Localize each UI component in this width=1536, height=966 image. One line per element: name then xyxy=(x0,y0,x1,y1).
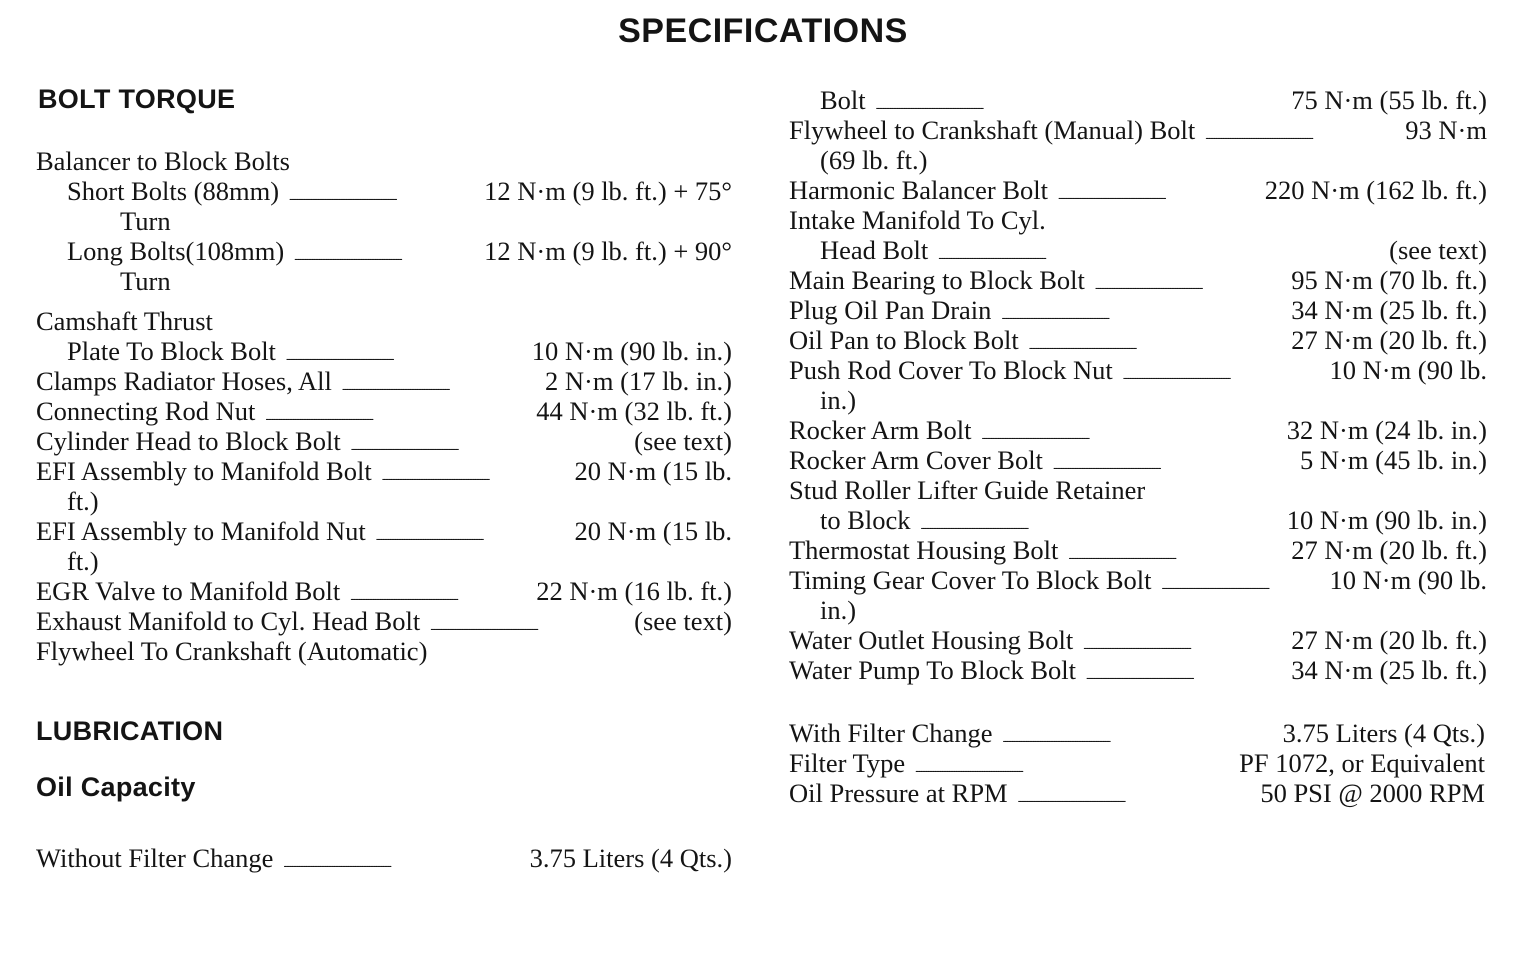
spec-label: Flywheel to Crankshaft (Manual) Bolt xyxy=(789,115,1196,145)
spec-row-without-filter xyxy=(36,843,732,873)
balancer-header: Balancer to Block Bolts xyxy=(36,146,290,176)
stud-header: Stud Roller Lifter Guide Retainer xyxy=(789,475,1146,505)
spec-value: 34 N·m (25 lb. ft.) xyxy=(1291,655,1487,685)
spec-label: Oil Pressure at RPM xyxy=(789,778,1008,808)
spec-label: EGR Valve to Manifold Bolt xyxy=(36,576,341,606)
spec-row-water-outlet xyxy=(789,625,1487,655)
spec-row-filter-type xyxy=(789,748,1485,778)
spec-value: 10 N·m (90 lb. xyxy=(1329,355,1487,385)
spec-value: 50 PSI @ 2000 RPM xyxy=(1260,778,1485,808)
spec-row-short-bolts xyxy=(36,176,732,206)
spec-label: Push Rod Cover To Block Nut xyxy=(789,355,1113,385)
spec-row-thermostat xyxy=(789,535,1487,565)
spec-row-long-bolts xyxy=(36,236,732,266)
spec-value: 3.75 Liters (4 Qts.) xyxy=(529,843,732,873)
spec-label: to Block xyxy=(820,505,911,535)
spec-value: 95 N·m (70 lb. ft.) xyxy=(1291,265,1487,295)
spec-value: 27 N·m (20 lb. ft.) xyxy=(1291,625,1487,655)
spec-continuation: ft.) xyxy=(67,486,99,516)
spec-label: Plate To Block Bolt xyxy=(67,336,276,366)
dot-leader xyxy=(430,606,624,642)
spec-label: Main Bearing to Block Bolt xyxy=(789,265,1085,295)
spec-label: Without Filter Change xyxy=(36,843,274,873)
spec-continuation: Turn xyxy=(120,206,171,236)
spec-row-plug-oil-pan xyxy=(789,295,1487,325)
spec-row-oil-pressure xyxy=(789,778,1485,808)
spec-row-connecting-rod xyxy=(36,396,732,426)
spec-label: Exhaust Manifold to Cyl. Head Bolt xyxy=(36,606,421,636)
spec-value: 44 N·m (32 lb. ft.) xyxy=(536,396,732,426)
spec-value: 22 N·m (16 lb. ft.) xyxy=(536,576,732,606)
spec-row-cylinder-head xyxy=(36,426,732,456)
spec-value: PF 1072, or Equivalent xyxy=(1239,748,1485,778)
spec-value: (see text) xyxy=(634,426,732,456)
dot-leader xyxy=(1018,778,1251,814)
dot-leader xyxy=(1123,355,1320,391)
spec-label: Bolt xyxy=(820,85,866,115)
spec-label: Clamps Radiator Hoses, All xyxy=(36,366,332,396)
dot-leader xyxy=(294,236,474,272)
spec-row-exhaust xyxy=(36,606,732,636)
spec-label: Plug Oil Pan Drain xyxy=(789,295,992,325)
spec-continuation: Turn xyxy=(120,266,171,296)
spec-value: 32 N·m (24 lb. in.) xyxy=(1286,415,1487,445)
spec-value: 2 N·m (17 lb. in.) xyxy=(545,366,732,396)
spec-value: 27 N·m (20 lb. ft.) xyxy=(1291,535,1487,565)
spec-value: 220 N·m (162 lb. ft.) xyxy=(1264,175,1487,205)
spec-label: EFI Assembly to Manifold Bolt xyxy=(36,456,372,486)
spec-row-efi-nut xyxy=(36,516,732,546)
spec-label: Water Outlet Housing Bolt xyxy=(789,625,1074,655)
spec-row-push-rod xyxy=(789,355,1487,385)
spec-row-rocker-cover xyxy=(789,445,1487,475)
bolt-torque-left-column xyxy=(36,146,732,666)
spec-value: (see text) xyxy=(1389,235,1487,265)
camshaft-header: Camshaft Thrust xyxy=(36,306,213,336)
lubrication-right-column xyxy=(789,718,1485,808)
spec-row-main-bearing xyxy=(789,265,1487,295)
spec-label: Head Bolt xyxy=(820,235,929,265)
dot-leader xyxy=(283,843,519,879)
spec-label: Cylinder Head to Block Bolt xyxy=(36,426,341,456)
dot-leader xyxy=(1205,115,1395,151)
spec-value: 93 N·m xyxy=(1405,115,1487,145)
spec-label: Harmonic Balancer Bolt xyxy=(789,175,1049,205)
spec-value: 34 N·m (25 lb. ft.) xyxy=(1291,295,1487,325)
spec-value: 12 N·m (9 lb. ft.) + 75° xyxy=(484,176,732,206)
spec-label: Oil Pan to Block Bolt xyxy=(789,325,1019,355)
spec-label: Rocker Arm Bolt xyxy=(789,415,972,445)
dot-leader xyxy=(1058,175,1255,211)
spec-row-timing-gear xyxy=(789,565,1487,595)
spec-value: 10 N·m (90 lb. in.) xyxy=(1286,505,1487,535)
dot-leader xyxy=(1086,655,1281,691)
spec-row-stud-to-block xyxy=(789,505,1487,535)
spec-row-with-filter xyxy=(789,718,1485,748)
spec-value: (see text) xyxy=(634,606,732,636)
spec-value: 20 N·m (15 lb. xyxy=(574,456,732,486)
dot-leader xyxy=(289,176,474,212)
flywheel-auto-header: Flywheel To Crankshaft (Automatic) xyxy=(36,636,428,666)
lubrication-heading: LUBRICATION xyxy=(36,716,224,746)
spec-value: 12 N·m (9 lb. ft.) + 90° xyxy=(484,236,732,266)
spec-row-water-pump xyxy=(789,655,1487,685)
spec-row-oil-pan xyxy=(789,325,1487,355)
spec-continuation: in.) xyxy=(820,595,857,625)
dot-leader xyxy=(382,456,565,492)
lubrication-left-column xyxy=(36,843,732,873)
spec-label: Connecting Rod Nut xyxy=(36,396,256,426)
spec-row-flywheel-manual xyxy=(789,115,1487,145)
spec-continuation: (69 lb. ft.) xyxy=(820,145,928,175)
oil-capacity-heading: Oil Capacity xyxy=(36,772,196,802)
spec-value: 20 N·m (15 lb. xyxy=(574,516,732,546)
spec-label: Thermostat Housing Bolt xyxy=(789,535,1059,565)
spec-value: 5 N·m (45 lb. in.) xyxy=(1300,445,1487,475)
spec-row-harmonic-balancer xyxy=(789,175,1487,205)
page-title: SPECIFICATIONS xyxy=(618,12,908,50)
spec-label: Filter Type xyxy=(789,748,906,778)
spec-row-flywheel-auto xyxy=(789,85,1487,115)
spec-row-egr xyxy=(36,576,732,606)
dot-leader xyxy=(1162,565,1320,601)
spec-value: 10 N·m (90 lb. xyxy=(1329,565,1487,595)
spec-row-rocker-arm xyxy=(789,415,1487,445)
spec-label: With Filter Change xyxy=(789,718,993,748)
spec-label: Water Pump To Block Bolt xyxy=(789,655,1077,685)
spec-value: 27 N·m (20 lb. ft.) xyxy=(1291,325,1487,355)
spec-label: Timing Gear Cover To Block Bolt xyxy=(789,565,1152,595)
spec-value: 3.75 Liters (4 Qts.) xyxy=(1282,718,1485,748)
spec-row-clamps xyxy=(36,366,732,396)
spec-continuation: in.) xyxy=(820,385,857,415)
spec-label: Long Bolts(108mm) xyxy=(67,236,285,266)
spec-row-efi-bolt xyxy=(36,456,732,486)
spec-continuation: ft.) xyxy=(67,546,99,576)
dot-leader xyxy=(376,516,565,552)
spec-label: Rocker Arm Cover Bolt xyxy=(789,445,1043,475)
spec-label: EFI Assembly to Manifold Nut xyxy=(36,516,366,546)
bolt-torque-right-column xyxy=(789,85,1487,685)
spec-row-intake-head-bolt xyxy=(789,235,1487,265)
intake-header: Intake Manifold To Cyl. xyxy=(789,205,1046,235)
spec-row-camshaft-plate xyxy=(36,336,732,366)
bolt-torque-heading: BOLT TORQUE xyxy=(38,84,236,114)
spec-label: Short Bolts (88mm) xyxy=(67,176,280,206)
spec-value: 10 N·m (90 lb. in.) xyxy=(531,336,732,366)
spec-value: 75 N·m (55 lb. ft.) xyxy=(1291,85,1487,115)
